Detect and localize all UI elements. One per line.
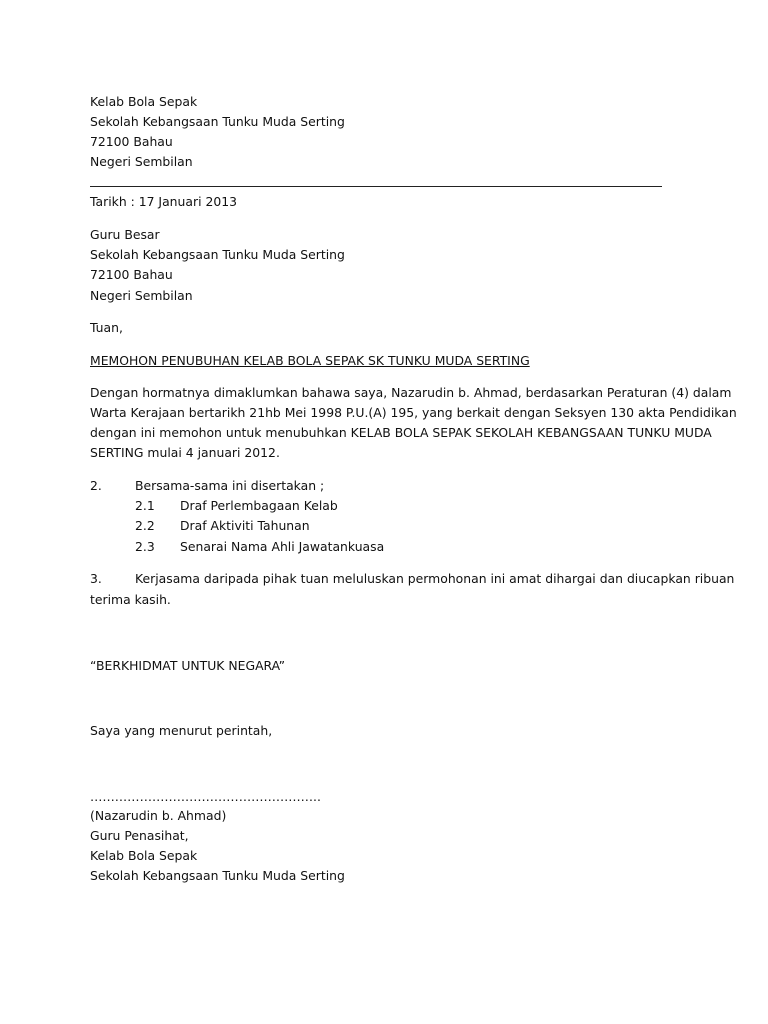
sender-line-3: 72100 Bahau: [90, 134, 173, 149]
signatory-title: Guru Penasihat,: [90, 828, 189, 843]
list-item-text: Senarai Nama Ahli Jawatankuasa: [180, 539, 385, 554]
signatory-org-1: Kelab Bola Sepak: [90, 848, 198, 863]
list-item-number: 2.3: [135, 539, 155, 554]
list-item-text: Draf Perlembagaan Kelab: [180, 498, 338, 513]
sender-line-1: Kelab Bola Sepak: [90, 94, 198, 109]
subject-heading: MEMOHON PENUBUHAN KELAB BOLA SEPAK SK TUNKU MUDA SERTING: [90, 353, 530, 368]
paragraph-1-line-3: dengan ini memohon untuk menubuhkan KELAB BOLA SEPAK SEKOLAH KEBANGSAAN TUNKU MUDA: [90, 425, 712, 440]
paragraph-1-line-1: Dengan hormatnya dimaklumkan bahawa saya, Nazarudin b. Ahmad, berdasarkan Peraturan (4) dalam: [90, 385, 732, 400]
header-divider: [90, 186, 662, 187]
paragraph-3-line-1: Kerjasama daripada pihak tuan meluluskan permohonan ini amat dihargai dan diucapkan ribuan: [135, 571, 735, 586]
list-item-text: Draf Aktiviti Tahunan: [180, 518, 310, 533]
paragraph-1-line-2: Warta Kerajaan bertarikh 21hb Mei 1998 P.U.(A) 195, yang berkait dengan Seksyen 130 akta Pendidikan: [90, 405, 737, 420]
closing: Saya yang menurut perintah,: [90, 723, 273, 738]
recipient-line-4: Negeri Sembilan: [90, 288, 193, 303]
sender-line-2: Sekolah Kebangsaan Tunku Muda Serting: [90, 114, 345, 129]
paragraph-2-number: 2.: [90, 478, 102, 493]
paragraph-1-line-4: SERTING mulai 4 januari 2012.: [90, 445, 280, 460]
motto: “BERKHIDMAT UNTUK NEGARA”: [90, 658, 286, 673]
signatory-name: (Nazarudin b. Ahmad): [90, 808, 227, 823]
list-item-number: 2.1: [135, 498, 155, 513]
list-item-number: 2.2: [135, 518, 155, 533]
sender-line-4: Negeri Sembilan: [90, 154, 193, 169]
recipient-line-2: Sekolah Kebangsaan Tunku Muda Serting: [90, 247, 345, 262]
paragraph-2-text: Bersama-sama ini disertakan ;: [135, 478, 325, 493]
signatory-org-2: Sekolah Kebangsaan Tunku Muda Serting: [90, 868, 345, 883]
recipient-line-3: 72100 Bahau: [90, 267, 173, 282]
signature-line: ………………………………………………..: [90, 789, 321, 804]
salutation: Tuan,: [90, 320, 123, 335]
paragraph-3-number: 3.: [90, 571, 102, 586]
recipient-line-1: Guru Besar: [90, 227, 160, 242]
paragraph-3-line-2: terima kasih.: [90, 592, 171, 607]
letter-date: Tarikh : 17 Januari 2013: [90, 194, 237, 209]
